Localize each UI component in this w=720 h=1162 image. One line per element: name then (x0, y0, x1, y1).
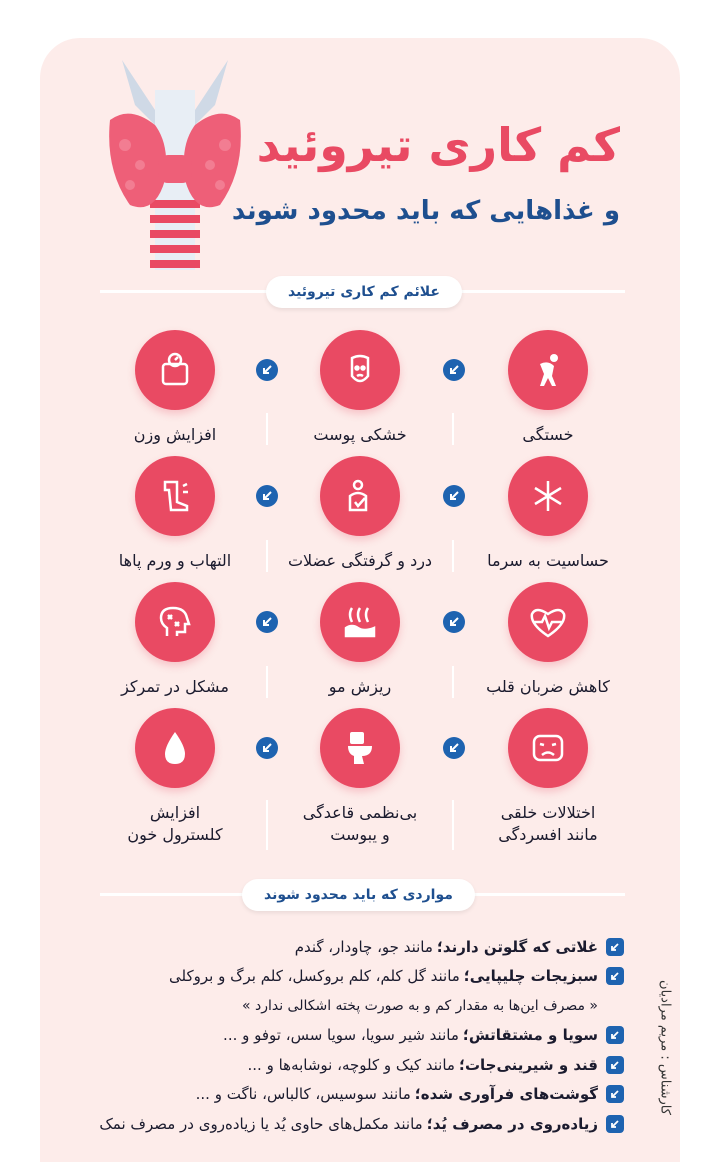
column-divider (266, 413, 268, 445)
symptom-menstrual-irregularity (270, 708, 450, 846)
list-item: گوشت‌های فرآوری شده؛ مانند سوسیس، کالباس، ناگت و ... (84, 1080, 624, 1110)
arrow-icon (606, 1085, 624, 1103)
dry-skin-icon (320, 330, 400, 410)
author-credit: کارشناس : مریم مرادیان (657, 980, 673, 1115)
list-item: سبزیجات چلیپایی؛ مانند گل کلم، کلم بروکسل، کلم برگ و بروکلی (84, 962, 624, 992)
symptom-mood-disorder (458, 708, 638, 846)
list-item: قند و شیرینی‌جات؛ مانند کیک و کلوچه، نوشابه‌ها و ... (84, 1050, 624, 1080)
symptom-focus-problem (85, 582, 265, 698)
symptoms-section-label: علائم کم کاری تیروئید (266, 276, 462, 308)
symptom-dry-skin (270, 330, 450, 446)
muscle-pain-icon (320, 456, 400, 536)
symptom-label: حساسیت به سرما (487, 551, 609, 570)
toilet-icon (320, 708, 400, 788)
column-divider (266, 800, 268, 850)
arrow-icon (606, 1056, 624, 1074)
arrow-icon (606, 938, 624, 956)
arrow-icon (606, 1115, 624, 1133)
thyroid-illustration (100, 50, 250, 270)
blood-drop-icon (135, 708, 215, 788)
symptom-weight-gain (85, 330, 265, 446)
hair-loss-icon (320, 582, 400, 662)
symptom-label: خشکی پوست (313, 425, 407, 444)
symptom-label: افزایش کلسترول خون (127, 803, 223, 844)
symptom-label: ریزش مو (328, 677, 392, 696)
symptom-label: خستگی (522, 425, 574, 444)
list-item: سویا و مشتقاتش؛ مانند شیر سویا، سویا سس، توفو و ... (84, 1021, 624, 1051)
weight-scale-icon (135, 330, 215, 410)
symptom-label: اختلالات خلقی مانند افسردگی (498, 803, 598, 844)
limits-list (84, 932, 624, 1139)
symptom-leg-swelling (85, 456, 265, 572)
list-item: زیاده‌روی در مصرف یُد؛ مانند مکمل‌های حاوی یُد یا زیاده‌روی در مصرف نمک (84, 1109, 624, 1139)
symptom-label: مشکل در تمرکز (121, 677, 229, 696)
symptom-label: التهاب و ورم پاها (118, 551, 232, 570)
list-note: « مصرف این‌ها به مقدار کم و به صورت پخته اشکالی ندارد » (241, 997, 598, 1014)
symptom-muscle-pain (270, 456, 450, 572)
heartbeat-icon (508, 582, 588, 662)
column-divider (452, 800, 454, 850)
list-item: غلاتی که گلوتن دارند؛ مانند جو، چاودار، گندم (84, 932, 624, 962)
symptom-label: درد و گرفتگی عضلات (287, 551, 433, 570)
column-divider (452, 540, 454, 572)
snowflake-icon (508, 456, 588, 536)
focus-problem-icon (135, 582, 215, 662)
symptom-low-heart-rate (458, 582, 638, 698)
page-subtitle: و غذاهایی که باید محدود شوند (231, 196, 620, 226)
column-divider (452, 413, 454, 445)
symptom-label: کاهش ضربان قلب (486, 677, 610, 696)
sad-face-icon (508, 708, 588, 788)
limits-section-label: مواردی که باید محدود شوند (242, 879, 475, 911)
page-title: کم کاری تیروئید (256, 118, 620, 172)
column-divider (266, 666, 268, 698)
symptom-label: افزایش وزن (133, 425, 217, 444)
symptom-cold-sensitivity (458, 456, 638, 572)
arrow-icon (606, 967, 624, 985)
fatigue-icon (508, 330, 588, 410)
column-divider (266, 540, 268, 572)
arrow-icon (606, 1026, 624, 1044)
symptom-hair-loss (270, 582, 450, 698)
symptom-high-cholesterol (85, 708, 265, 846)
symptom-fatigue (458, 330, 638, 446)
leg-swelling-icon (135, 456, 215, 536)
column-divider (452, 666, 454, 698)
symptom-label: بی‌نظمی قاعدگی و یبوست (302, 803, 418, 844)
